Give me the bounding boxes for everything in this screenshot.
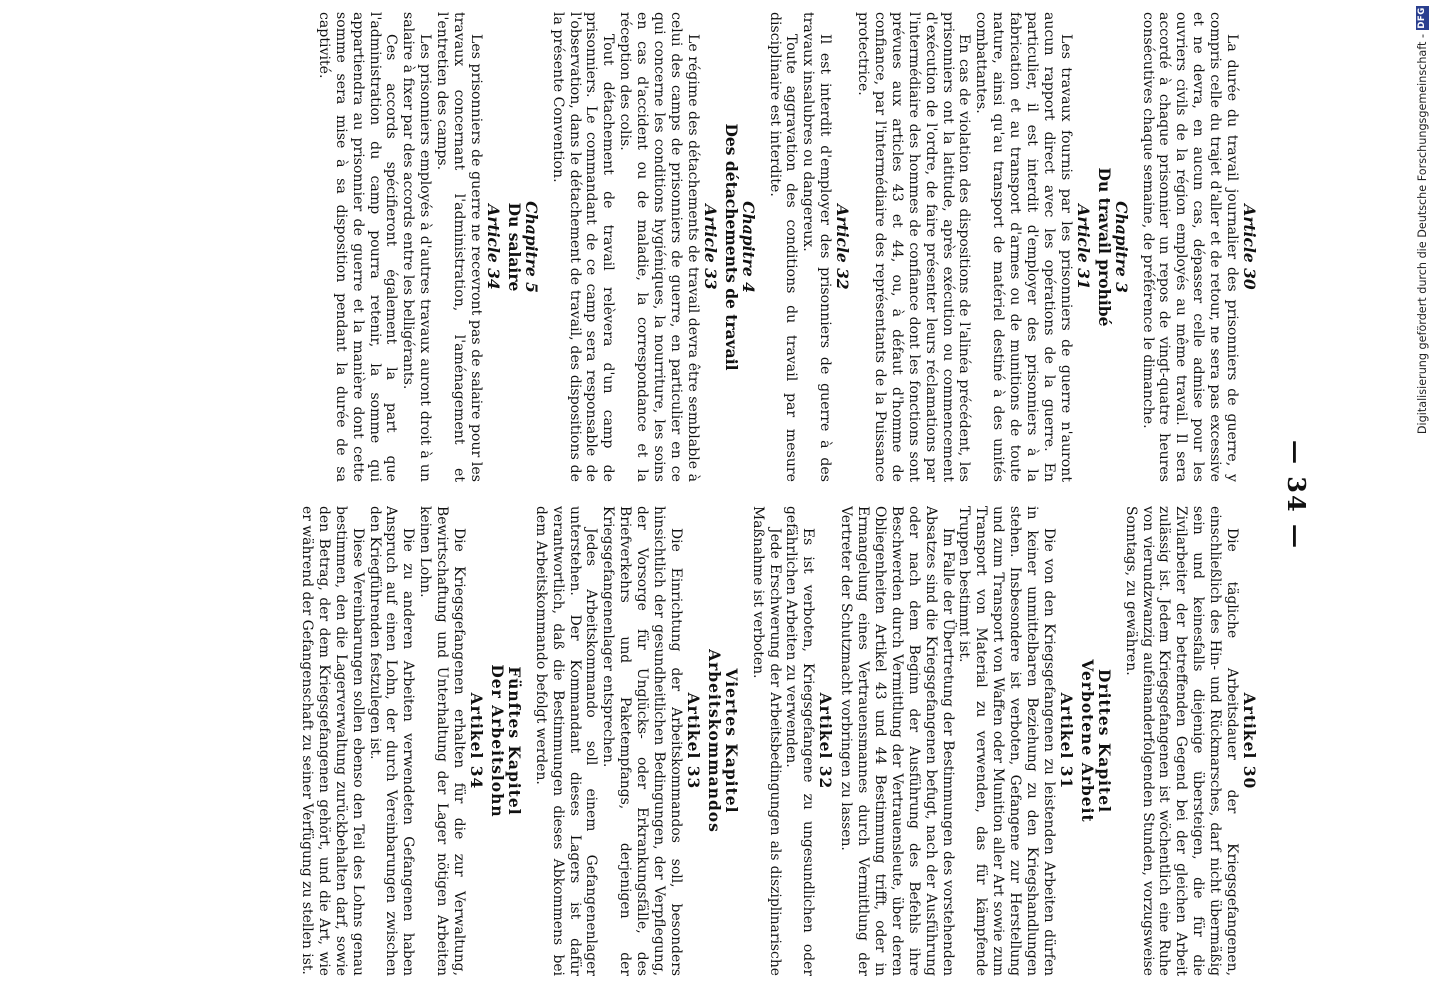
article-31-title: Article 31	[1073, 204, 1093, 290]
artikel-30-paragraph: Die tägliche Arbeitsdauer der Kriegsgefangenen, einschließlich des Hin- und Rückmarsches, darf nicht übermäßig sein und keinesfalls diejenige übersteigen, die für die Zivilarbeiter der betreffenden Gegend bei der gleichen Arbeit zulässig ist. Jedem Kriegsgefangenen ist wöchentlich eine Ruhe von vierundzwanzig aufeinanderfolgenden Stunden, vorzugsweise Sonntags, zu gewähren.	[1122, 506, 1241, 976]
kapitel-4-title: Viertes Kapitel	[721, 668, 741, 814]
chapter-4-subtitle: Des détachements de travail	[721, 123, 741, 371]
chapter-4-title: Chapitre 4	[738, 201, 758, 293]
article-34-paragraph-3: Ces accords spécifieront également la part que l'administration du camp pourra retenir, la somme qui appartiendra au prisonnier de guerre et la manière dont cette somme sera mise à sa disposition pendant la durée de sa captivité.	[315, 12, 400, 482]
german-column	[171, 506, 1261, 976]
french-column	[171, 12, 1261, 482]
artikel-31-title: Artikel 31	[1056, 692, 1076, 790]
artikel-34-title: Artikel 34	[467, 692, 487, 790]
artikel-34-paragraph-3: Diese Vereinbarungen sollen ebenso den Teil des Lohns genau bestimmen, den die Lagerverwaltung zurückbehalten darf, sowie den Betrag, der dem Kriegsgefangenen gehört, und die Art, wie er während der Gefangenschaft zu seiner Verfügung zu stellen ist.	[298, 506, 366, 976]
artikel-33-paragraph-1: Die Einrichtung der Arbeitskommandos soll, besonders hinsichtlich der gesundheitlichen Bedingungen, der Verpflegung, der Vorsorge für Unglücks- oder Erkrankungsfälle, des Briefverkehrs und Paketempfangs, derjenigen der Kriegsgefangenenlager entsprechen.	[600, 506, 684, 976]
article-34-title: Article 34	[483, 204, 503, 290]
artikel-30-title: Artikel 30	[1240, 692, 1259, 790]
credit-text: Digitalisierung gefördert durch die Deutsche Forschungsgemeinschaft -	[1415, 34, 1429, 435]
kapitel-5-subtitle: Der Arbeitslohn	[487, 664, 507, 818]
digitization-credit	[1411, 0, 1434, 1000]
kapitel-3-subtitle: Verbotene Arbeit	[1077, 659, 1097, 823]
kapitel-3-title: Drittes Kapitel	[1094, 669, 1114, 813]
artikel-33-paragraph-2: Jedes Arbeitskommando soll einem Gefangenenlager unterstehen. Der Kommandant dieses Lagers ist dafür verantwortlich, daß die Bestimmungen dieses Abkommens bei dem Arbeitskommando befolgt werden.	[532, 506, 600, 976]
artikel-31-paragraph-2: Im Falle der Übertretung der Bestimmungen des vorstehenden Absatzes sind die Kriegsgefangenen befugt, nach der Ausführung oder nach dem Beginn der Ausführung des Befehls ihre Beschwerden durch Vermittlung der Vertrauensleute, über deren Obliegenheiten Artikel 43 und 44 Bestimmung trifft, oder in Ermangelung eines Vertrauensmannes durch Vermittlung der Vertreter der Schutzmacht vorbringen zu lassen.	[838, 506, 956, 976]
dfg-logo: DFG	[1416, 7, 1427, 29]
artikel-33-title: Artikel 33	[683, 692, 703, 790]
article-33-title: Article 33	[700, 204, 720, 290]
article-33-paragraph-2: Tout détachement de travail relèvera d'un camp de prisonniers. Le commandant de ce camp sera responsable de l'observation, dans le détachement de travail, des dispositions de la présente Convention.	[549, 12, 617, 482]
chapter-3-subtitle: Du travail prohibé	[1094, 167, 1114, 327]
chapter-5-title: Chapitre 5	[521, 201, 541, 293]
document-page	[159, 0, 1319, 990]
artikel-32-title: Artikel 32	[816, 692, 836, 790]
article-31-paragraph-1: Les travaux fournis par les prisonniers de guerre n'auront aucun rapport direct avec les opérations de la guerre. En particulier, il est interdit d'employer des prisonniers à la fabrication et au transport d'armes ou de munitions de toute nature, ainsi qu'au transport de matériel destiné à des unités combattantes.	[973, 12, 1074, 482]
article-32-paragraph-1: Il est interdit d'employer des prisonniers de guerre à des travaux insalubres ou dangereux.	[800, 12, 834, 482]
artikel-32-paragraph-1: Es ist verboten, Kriegsgefangene zu ungesundlichen oder gefährlichen Arbeiten zu verwenden.	[783, 506, 817, 976]
chapter-5-subtitle: Du salaire	[504, 202, 524, 292]
article-31-paragraph-2: En cas de violation des dispositions de l'alinéa précédent, les prisonniers ont la latitude, après exécution ou commencement d'exécution de l'ordre, de faire présenter leurs réclamations par l'intermédiaire des hommes de confiance dont les fonctions sont prévues aux articles 43 et 44, ou, à défaut d'homme de confiance, par l'intermédiaire des représentants de la Puissance protectrice.	[855, 12, 973, 482]
article-32-title: Article 32	[833, 204, 853, 290]
kapitel-4-subtitle: Arbeitskommandos	[704, 649, 724, 833]
article-33-paragraph-1: Le régime des détachements de travail devra être semblable à celui des camps de prisonniers de guerre, en particulier en ce qui concerne les conditions hygiéniques, la nourriture, les soins en cas d'accident ou de maladie, la correspondance et la réception des colis.	[617, 12, 701, 482]
artikel-31-paragraph-1: Die von den Kriegsgefangenen zu leistenden Arbeiten dürfen in keiner unmittelbaren Beziehung zu den Kriegshandlungen stehen. Insbesondere ist verboten, Gefangene zur Herstellung und zum Transport von Waffen oder Munition aller Art sowie zum Transport von Material zu verwenden, das für kämpfende Truppen bestimmt ist.	[956, 506, 1058, 976]
article-30-paragraph: La durée du travail journalier des prisonniers de guerre, y compris celle du trajet d'aller et de retour, ne sera pas excessive et ne devra, en aucun cas, dépasser celle admise pour les ouvriers civils de la région employés au même travail. Il sera accordé à chaque prisonnier un repos de vingt-quatre heures consécutives chaque semaine, de préférence le dimanche.	[1139, 12, 1241, 482]
article-32-paragraph-2: Toute aggravation des conditions du travail par mesure disciplinaire est interdite.	[766, 12, 800, 482]
artikel-34-paragraph-2: Die zu anderen Arbeiten verwendeten Gefangenen haben Anspruch auf einen Lohn, der durch Vereinbarungen zwischen den Kriegführenden festzulegen ist.	[366, 506, 417, 976]
article-30-title: Article 30	[1240, 204, 1259, 290]
artikel-34-paragraph-1: Die Kriegsgefangenen erhalten für die zur Verwaltung, Bewirtschaftung und Unterhaltung der Lager nötigen Arbeiten keinen Lohn.	[417, 506, 468, 976]
chapter-3-title: Chapitre 3	[1111, 201, 1131, 293]
page-number: — 34 —	[1282, 439, 1311, 551]
artikel-32-paragraph-2: Jede Erschwerung der Arbeitsbedingungen als disziplinarische Maßnahme ist verboten.	[749, 506, 783, 976]
kapitel-5-title: Fünftes Kapitel	[504, 666, 524, 816]
article-34-paragraph-1: Les prisonniers de guerre ne recevront pas de salaire pour les travaux concernant l'administration, l'aménagement et l'entretien des camps.	[434, 12, 485, 482]
article-34-paragraph-2: Les prisonniers employés à d'autres travaux auront droit à un salaire à fixer par des accords entre les belligérants.	[400, 12, 434, 482]
